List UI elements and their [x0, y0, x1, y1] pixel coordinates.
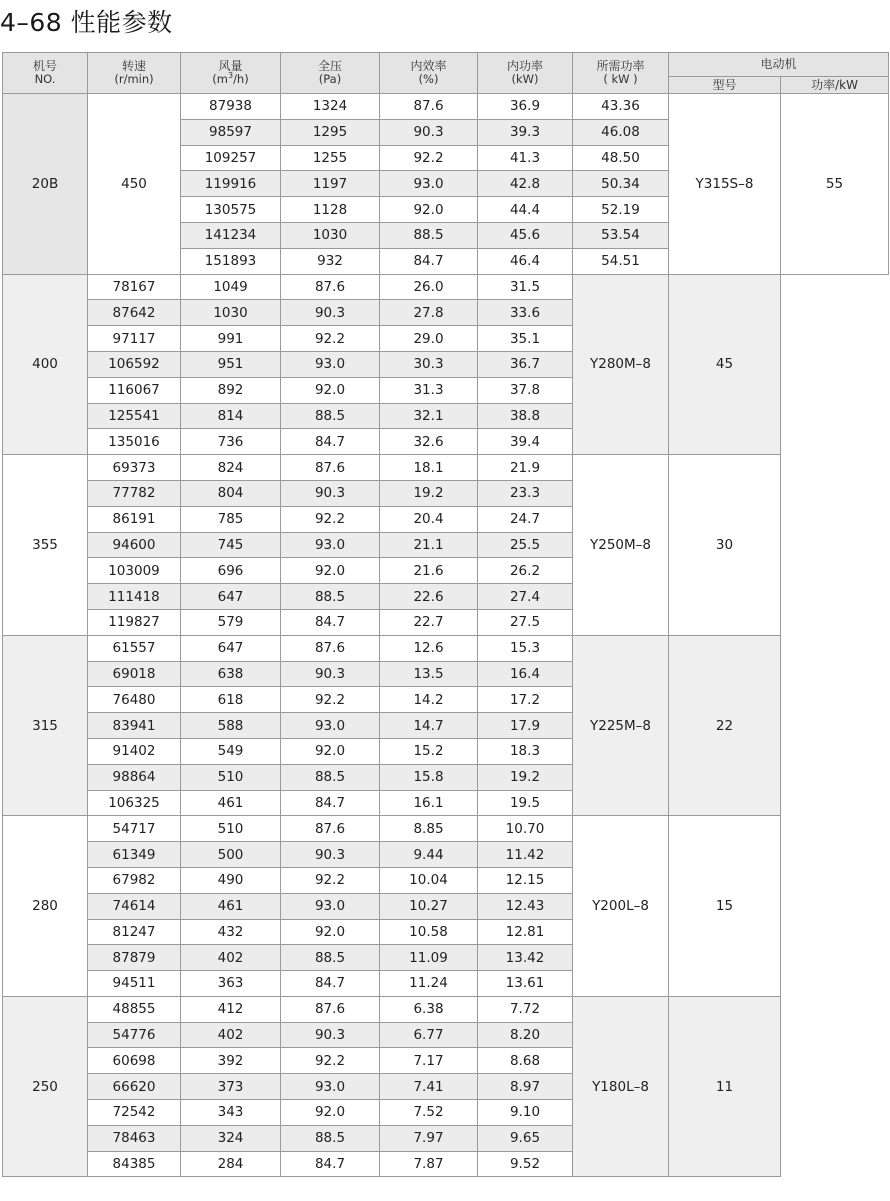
efficiency-cell: 87.6	[281, 635, 380, 661]
required-power-cell: 9.10	[478, 1100, 573, 1126]
motor-power-cell: 45	[669, 274, 781, 455]
internal-power-cell: 45.6	[478, 222, 573, 248]
airflow-cell: 106592	[88, 351, 181, 377]
efficiency-cell: 87.6	[281, 996, 380, 1022]
internal-power-cell: 8.85	[380, 816, 478, 842]
efficiency-cell: 88.5	[281, 584, 380, 610]
header-airflow	[181, 53, 281, 94]
header-efficiency-unit: (%)	[418, 72, 439, 86]
pressure-cell: 736	[181, 429, 281, 455]
efficiency-cell: 84.7	[281, 609, 380, 635]
efficiency-cell: 88.5	[281, 1125, 380, 1151]
pressure-cell: 745	[181, 532, 281, 558]
pressure-cell: 785	[181, 506, 281, 532]
pressure-cell: 510	[181, 816, 281, 842]
header-pressure	[281, 53, 380, 94]
header-internal-power-label: 内功率	[506, 59, 543, 73]
required-power-cell: 31.5	[478, 274, 573, 300]
internal-power-cell: 7.17	[380, 1048, 478, 1074]
internal-power-cell: 7.87	[380, 1151, 478, 1177]
internal-power-cell: 19.2	[380, 480, 478, 506]
airflow-cell: 87938	[181, 94, 281, 120]
required-power-cell: 17.2	[478, 687, 573, 713]
header-speed-unit: (r/min)	[114, 72, 154, 86]
internal-power-cell: 15.8	[380, 764, 478, 790]
efficiency-cell: 84.7	[281, 971, 380, 997]
pressure-cell: 1128	[281, 197, 380, 223]
efficiency-cell: 92.2	[380, 145, 478, 171]
airflow-unit-post: /h)	[233, 72, 249, 86]
internal-power-cell: 15.2	[380, 738, 478, 764]
motor-model-cell: Y200L–8	[573, 816, 669, 997]
pressure-cell: 696	[181, 558, 281, 584]
airflow-cell: 81247	[88, 919, 181, 945]
speed-group	[3, 816, 889, 997]
airflow-cell: 83941	[88, 713, 181, 739]
internal-power-cell: 7.52	[380, 1100, 478, 1126]
internal-power-cell: 6.77	[380, 1022, 478, 1048]
required-power-cell: 33.6	[478, 300, 573, 326]
airflow-cell: 97117	[88, 326, 181, 352]
speed-group	[3, 635, 889, 816]
internal-power-cell: 29.0	[380, 326, 478, 352]
required-power-cell: 9.65	[478, 1125, 573, 1151]
airflow-cell: 111418	[88, 584, 181, 610]
internal-power-cell: 36.9	[478, 94, 573, 120]
required-power-cell: 18.3	[478, 738, 573, 764]
internal-power-cell: 6.38	[380, 996, 478, 1022]
airflow-cell: 109257	[181, 145, 281, 171]
required-power-cell: 21.9	[478, 455, 573, 481]
efficiency-cell: 90.3	[281, 661, 380, 687]
internal-power-cell: 11.24	[380, 971, 478, 997]
speed-cell: 450	[88, 94, 181, 275]
required-power-cell: 13.61	[478, 971, 573, 997]
pressure-cell: 461	[181, 790, 281, 816]
speed-group	[3, 996, 889, 1177]
airflow-cell: 48855	[88, 996, 181, 1022]
motor-model-cell: Y180L–8	[573, 996, 669, 1177]
internal-power-cell: 20.4	[380, 506, 478, 532]
airflow-cell: 116067	[88, 377, 181, 403]
table-row	[3, 816, 889, 842]
motor-model-cell: Y225M–8	[573, 635, 669, 816]
motor-power-cell: 55	[781, 94, 889, 275]
airflow-cell: 72542	[88, 1100, 181, 1126]
header-speed-label: 转速	[121, 59, 146, 73]
efficiency-cell: 84.7	[281, 790, 380, 816]
efficiency-cell: 92.2	[281, 867, 380, 893]
airflow-cell: 60698	[88, 1048, 181, 1074]
efficiency-cell: 93.0	[380, 171, 478, 197]
speed-cell: 355	[3, 455, 88, 636]
pressure-cell: 343	[181, 1100, 281, 1126]
page-title: 4–68 性能参数	[0, 8, 173, 37]
required-power-cell: 38.8	[478, 403, 573, 429]
header-internal-power-unit: (kW)	[511, 72, 539, 86]
required-power-cell: 19.2	[478, 764, 573, 790]
required-power-cell: 50.34	[573, 171, 669, 197]
header-airflow-label: 风量	[218, 59, 243, 73]
internal-power-cell: 7.97	[380, 1125, 478, 1151]
required-power-cell: 9.52	[478, 1151, 573, 1177]
pressure-cell: 510	[181, 764, 281, 790]
airflow-cell: 94511	[88, 971, 181, 997]
required-power-cell: 25.5	[478, 532, 573, 558]
internal-power-cell: 22.7	[380, 609, 478, 635]
pressure-cell: 804	[181, 480, 281, 506]
required-power-cell: 48.50	[573, 145, 669, 171]
table-row	[3, 94, 889, 120]
required-power-cell: 24.7	[478, 506, 573, 532]
required-power-cell: 16.4	[478, 661, 573, 687]
pressure-cell: 324	[181, 1125, 281, 1151]
required-power-cell: 17.9	[478, 713, 573, 739]
header-pressure-label: 全压	[317, 59, 342, 73]
pressure-cell: 638	[181, 661, 281, 687]
required-power-cell: 27.5	[478, 609, 573, 635]
airflow-cell: 151893	[181, 248, 281, 274]
airflow-cell: 91402	[88, 738, 181, 764]
header-motor-model: 型号	[669, 77, 781, 94]
internal-power-cell: 22.6	[380, 584, 478, 610]
efficiency-cell: 90.3	[281, 300, 380, 326]
efficiency-cell: 92.0	[281, 738, 380, 764]
efficiency-cell: 92.0	[380, 197, 478, 223]
airflow-cell: 87642	[88, 300, 181, 326]
internal-power-cell: 10.04	[380, 867, 478, 893]
internal-power-cell: 13.5	[380, 661, 478, 687]
efficiency-cell: 93.0	[281, 713, 380, 739]
required-power-cell: 11.42	[478, 842, 573, 868]
required-power-cell: 53.54	[573, 222, 669, 248]
airflow-cell: 69373	[88, 455, 181, 481]
internal-power-cell: 46.4	[478, 248, 573, 274]
pressure-cell: 1255	[281, 145, 380, 171]
required-power-cell: 23.3	[478, 480, 573, 506]
speed-cell: 250	[3, 996, 88, 1177]
efficiency-cell: 92.0	[281, 377, 380, 403]
header-machine-no	[3, 53, 88, 94]
header-motor-group: 电动机	[669, 53, 889, 77]
internal-power-cell: 21.1	[380, 532, 478, 558]
efficiency-cell: 92.2	[281, 1048, 380, 1074]
required-power-cell: 54.51	[573, 248, 669, 274]
efficiency-cell: 88.5	[281, 945, 380, 971]
airflow-cell: 94600	[88, 532, 181, 558]
efficiency-cell: 92.0	[281, 919, 380, 945]
internal-power-cell: 14.2	[380, 687, 478, 713]
pressure-cell: 402	[181, 945, 281, 971]
efficiency-cell: 84.7	[380, 248, 478, 274]
speed-group	[3, 94, 889, 275]
pressure-cell: 1295	[281, 119, 380, 145]
motor-power-cell: 15	[669, 816, 781, 997]
airflow-cell: 54717	[88, 816, 181, 842]
pressure-cell: 500	[181, 842, 281, 868]
efficiency-cell: 92.0	[281, 1100, 380, 1126]
internal-power-cell: 32.6	[380, 429, 478, 455]
speed-cell: 400	[3, 274, 88, 455]
airflow-cell: 103009	[88, 558, 181, 584]
internal-power-cell: 44.4	[478, 197, 573, 223]
header-required-power	[573, 53, 669, 94]
airflow-cell: 66620	[88, 1074, 181, 1100]
pressure-cell: 892	[181, 377, 281, 403]
internal-power-cell: 14.7	[380, 713, 478, 739]
internal-power-cell: 31.3	[380, 377, 478, 403]
speed-group	[3, 274, 889, 455]
speed-cell: 280	[3, 816, 88, 997]
header-motor-power: 功率/kW	[781, 77, 889, 94]
required-power-cell: 27.4	[478, 584, 573, 610]
internal-power-cell: 27.8	[380, 300, 478, 326]
efficiency-cell: 92.0	[281, 558, 380, 584]
internal-power-cell: 9.44	[380, 842, 478, 868]
pressure-cell: 579	[181, 609, 281, 635]
pressure-cell: 284	[181, 1151, 281, 1177]
airflow-cell: 61349	[88, 842, 181, 868]
machine-no-cell: 20B	[3, 94, 88, 275]
required-power-cell: 12.15	[478, 867, 573, 893]
required-power-cell: 8.97	[478, 1074, 573, 1100]
header-pressure-unit: (Pa)	[318, 72, 342, 86]
airflow-cell: 78463	[88, 1125, 181, 1151]
internal-power-cell: 16.1	[380, 790, 478, 816]
efficiency-cell: 90.3	[281, 1022, 380, 1048]
internal-power-cell: 41.3	[478, 145, 573, 171]
airflow-cell: 98864	[88, 764, 181, 790]
efficiency-cell: 92.2	[281, 326, 380, 352]
pressure-cell: 1049	[181, 274, 281, 300]
pressure-cell: 432	[181, 919, 281, 945]
pressure-cell: 373	[181, 1074, 281, 1100]
motor-power-cell: 22	[669, 635, 781, 816]
header-internal-power	[478, 53, 573, 94]
required-power-cell: 39.4	[478, 429, 573, 455]
performance-table	[2, 52, 889, 1177]
pressure-cell: 932	[281, 248, 380, 274]
pressure-cell: 1030	[281, 222, 380, 248]
airflow-cell: 76480	[88, 687, 181, 713]
pressure-cell: 490	[181, 867, 281, 893]
motor-model-cell: Y315S–8	[669, 94, 781, 275]
pressure-cell: 402	[181, 1022, 281, 1048]
header-speed	[88, 53, 181, 94]
efficiency-cell: 92.2	[281, 687, 380, 713]
airflow-cell: 86191	[88, 506, 181, 532]
efficiency-cell: 90.3	[380, 119, 478, 145]
pressure-cell: 951	[181, 351, 281, 377]
airflow-cell: 106325	[88, 790, 181, 816]
airflow-cell: 119827	[88, 609, 181, 635]
required-power-cell: 35.1	[478, 326, 573, 352]
required-power-cell: 12.81	[478, 919, 573, 945]
table-row	[3, 274, 889, 300]
table-row	[3, 455, 889, 481]
airflow-cell: 74614	[88, 893, 181, 919]
header-required-power-unit: ( kW )	[603, 72, 638, 86]
internal-power-cell: 18.1	[380, 455, 478, 481]
required-power-cell: 36.7	[478, 351, 573, 377]
pressure-cell: 588	[181, 713, 281, 739]
airflow-cell: 78167	[88, 274, 181, 300]
motor-model-cell: Y250M–8	[573, 455, 669, 636]
pressure-cell: 814	[181, 403, 281, 429]
efficiency-cell: 93.0	[281, 351, 380, 377]
internal-power-cell: 26.0	[380, 274, 478, 300]
pressure-cell: 549	[181, 738, 281, 764]
pressure-cell: 1197	[281, 171, 380, 197]
efficiency-cell: 87.6	[281, 816, 380, 842]
table-header	[3, 53, 889, 94]
efficiency-cell: 84.7	[281, 1151, 380, 1177]
efficiency-cell: 87.6	[281, 455, 380, 481]
pressure-cell: 1324	[281, 94, 380, 120]
efficiency-cell: 93.0	[281, 1074, 380, 1100]
motor-model-cell: Y280M–8	[573, 274, 669, 455]
airflow-cell: 141234	[181, 222, 281, 248]
internal-power-cell: 10.58	[380, 919, 478, 945]
pressure-cell: 991	[181, 326, 281, 352]
pressure-cell: 824	[181, 455, 281, 481]
pressure-cell: 363	[181, 971, 281, 997]
required-power-cell: 15.3	[478, 635, 573, 661]
internal-power-cell: 10.27	[380, 893, 478, 919]
required-power-cell: 7.72	[478, 996, 573, 1022]
table-row	[3, 996, 889, 1022]
airflow-cell: 84385	[88, 1151, 181, 1177]
pressure-cell: 412	[181, 996, 281, 1022]
airflow-cell: 125541	[88, 403, 181, 429]
efficiency-cell: 84.7	[281, 429, 380, 455]
internal-power-cell: 39.3	[478, 119, 573, 145]
efficiency-cell: 92.2	[281, 506, 380, 532]
airflow-cell: 135016	[88, 429, 181, 455]
airflow-cell: 54776	[88, 1022, 181, 1048]
airflow-cell: 87879	[88, 945, 181, 971]
required-power-cell: 13.42	[478, 945, 573, 971]
pressure-cell: 647	[181, 584, 281, 610]
required-power-cell: 8.20	[478, 1022, 573, 1048]
efficiency-cell: 87.6	[380, 94, 478, 120]
internal-power-cell: 12.6	[380, 635, 478, 661]
efficiency-cell: 90.3	[281, 480, 380, 506]
speed-group	[3, 455, 889, 636]
speed-cell: 315	[3, 635, 88, 816]
internal-power-cell: 11.09	[380, 945, 478, 971]
airflow-cell: 119916	[181, 171, 281, 197]
pressure-cell: 1030	[181, 300, 281, 326]
header-required-power-label: 所需功率	[596, 59, 645, 73]
required-power-cell: 8.68	[478, 1048, 573, 1074]
header-machine-no-unit: NO.	[34, 72, 56, 86]
efficiency-cell: 88.5	[380, 222, 478, 248]
efficiency-cell: 87.6	[281, 274, 380, 300]
airflow-unit-sup: 3	[227, 71, 234, 81]
pressure-cell: 461	[181, 893, 281, 919]
pressure-cell: 647	[181, 635, 281, 661]
airflow-cell: 130575	[181, 197, 281, 223]
efficiency-cell: 88.5	[281, 764, 380, 790]
header-machine-no-label: 机号	[32, 59, 57, 73]
required-power-cell: 26.2	[478, 558, 573, 584]
required-power-cell: 46.08	[573, 119, 669, 145]
required-power-cell: 10.70	[478, 816, 573, 842]
internal-power-cell: 7.41	[380, 1074, 478, 1100]
header-efficiency-label: 内效率	[410, 59, 447, 73]
efficiency-cell: 88.5	[281, 403, 380, 429]
required-power-cell: 43.36	[573, 94, 669, 120]
motor-power-cell: 11	[669, 996, 781, 1177]
required-power-cell: 52.19	[573, 197, 669, 223]
airflow-cell: 67982	[88, 867, 181, 893]
internal-power-cell: 21.6	[380, 558, 478, 584]
airflow-cell: 77782	[88, 480, 181, 506]
required-power-cell: 37.8	[478, 377, 573, 403]
pressure-cell: 618	[181, 687, 281, 713]
efficiency-cell: 93.0	[281, 532, 380, 558]
table-row	[3, 635, 889, 661]
airflow-cell: 69018	[88, 661, 181, 687]
header-airflow-unit	[181, 73, 280, 86]
required-power-cell: 12.43	[478, 893, 573, 919]
airflow-unit-pre: (m	[212, 72, 228, 86]
efficiency-cell: 90.3	[281, 842, 380, 868]
motor-power-cell: 30	[669, 455, 781, 636]
required-power-cell: 19.5	[478, 790, 573, 816]
pressure-cell: 392	[181, 1048, 281, 1074]
internal-power-cell: 30.3	[380, 351, 478, 377]
internal-power-cell: 32.1	[380, 403, 478, 429]
header-efficiency	[380, 53, 478, 94]
airflow-cell: 98597	[181, 119, 281, 145]
internal-power-cell: 42.8	[478, 171, 573, 197]
efficiency-cell: 93.0	[281, 893, 380, 919]
airflow-cell: 61557	[88, 635, 181, 661]
